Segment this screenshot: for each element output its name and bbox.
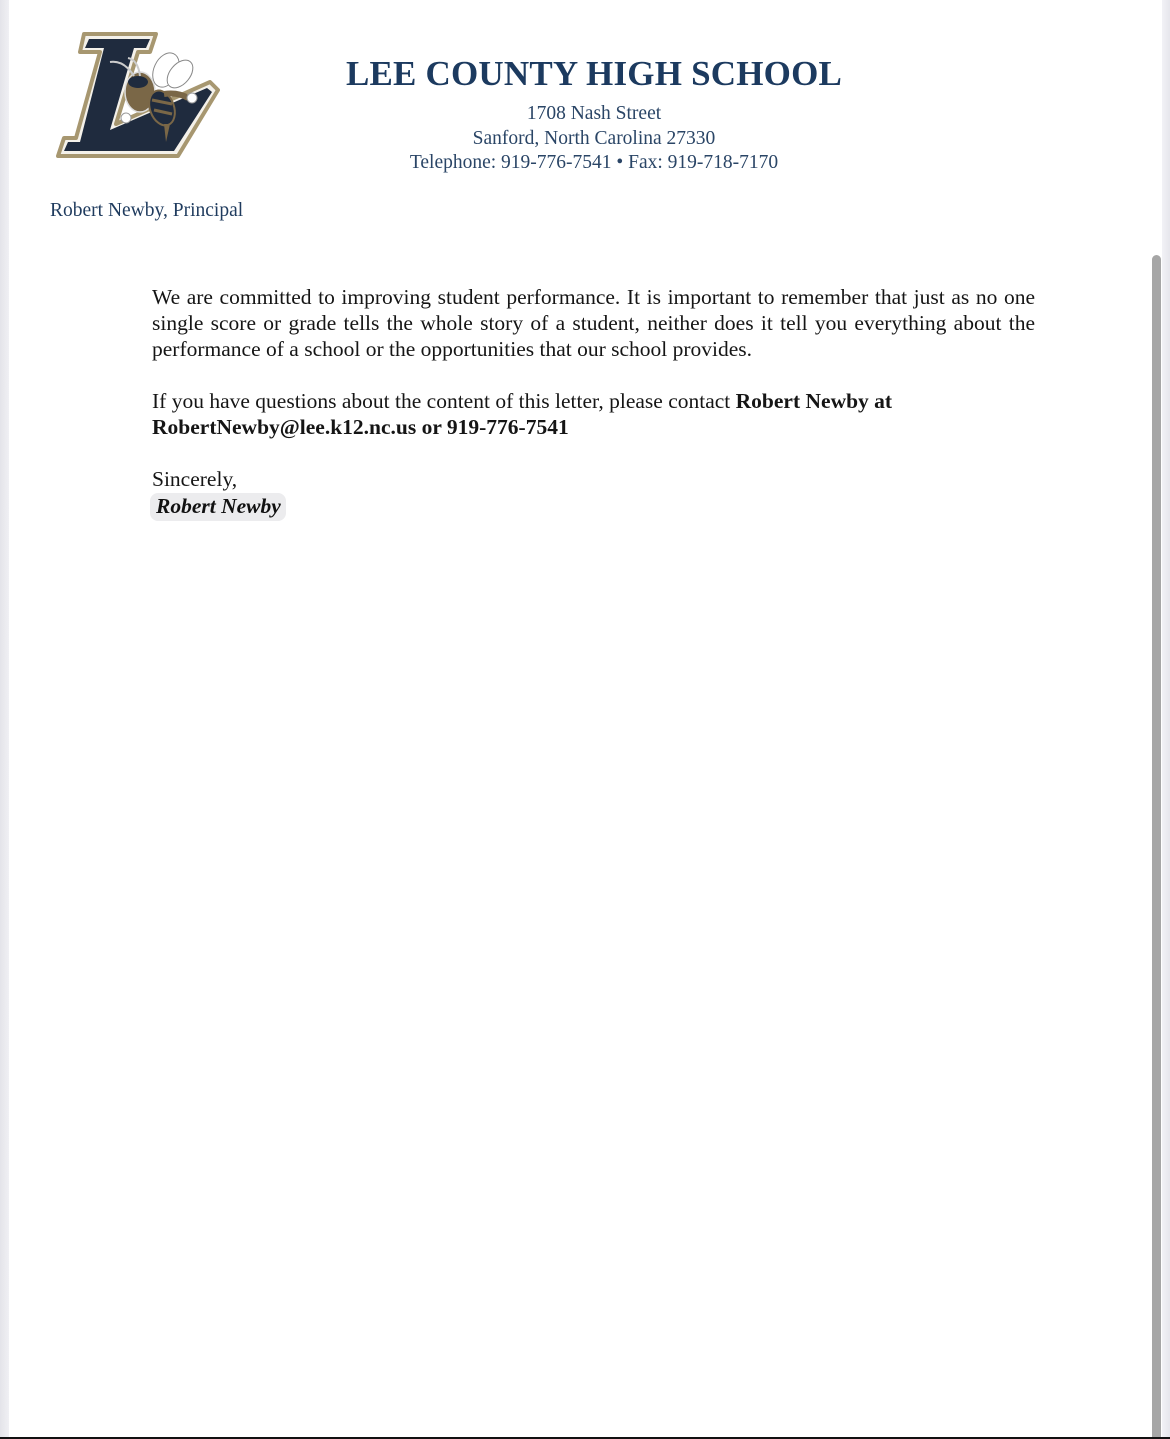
letter-body — [152, 284, 1035, 521]
contact-email-phone[interactable]: RobertNewby@lee.k12.nc.us or 919-776-7541 — [152, 415, 569, 439]
phone-fax: Telephone: 919-776-7541 • Fax: 919-718-7170 — [409, 152, 779, 173]
address-block — [309, 102, 879, 176]
viewer-right-edge — [1162, 0, 1170, 1437]
contact-name: Robert Newby at — [735, 389, 893, 413]
signature: Robert Newby — [150, 493, 286, 521]
school-logo-icon — [54, 30, 224, 162]
vertical-scrollbar[interactable] — [1152, 255, 1161, 1439]
paragraph-commitment: We are committed to improving student performance. It is important to remember that just as no one single score or grade tells the whole story of a student, neither does it tell you everything about the performance of a school or the opportunities that our school provides. — [152, 285, 1035, 361]
closing: Sincerely, — [152, 467, 238, 491]
principal-name: Robert Newby, Principal — [50, 200, 244, 221]
contact-intro-text: If you have questions about the content of this letter, please contact — [152, 389, 736, 413]
street-address: 1708 Nash Street — [526, 103, 662, 124]
school-name: LEE COUNTY HIGH SCHOOL — [345, 54, 843, 93]
paragraph-contact — [152, 388, 1035, 440]
letterhead — [309, 54, 879, 176]
document-page — [9, 0, 1149, 1437]
viewer-left-edge — [0, 0, 9, 1437]
city-state-zip: Sanford, North Carolina 27330 — [472, 127, 716, 149]
